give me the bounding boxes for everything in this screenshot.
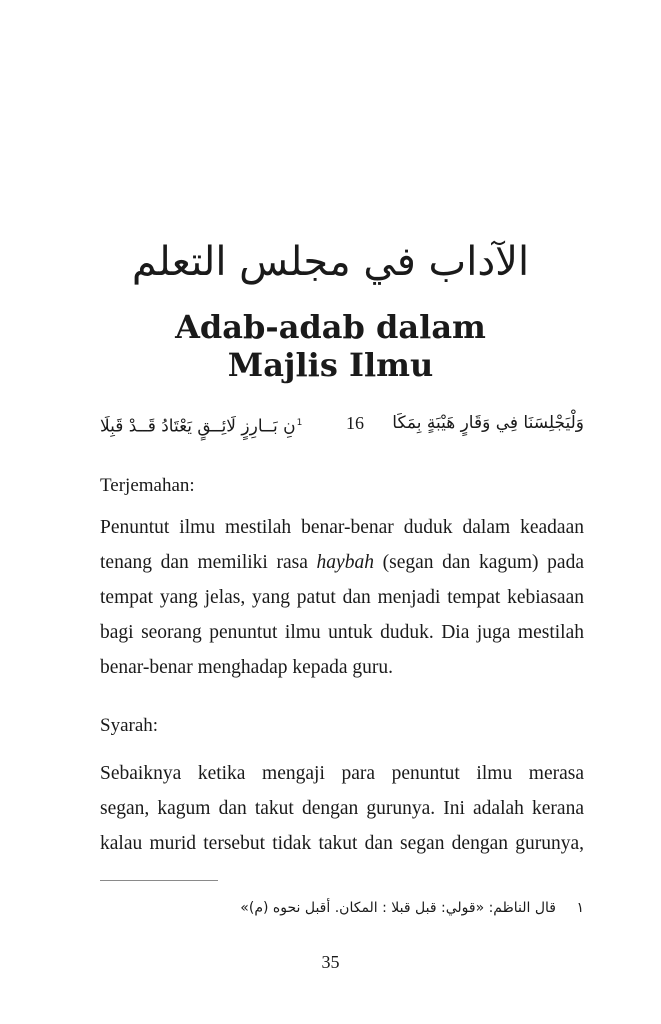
translation-paragraph xyxy=(100,510,584,685)
footnote xyxy=(100,896,584,920)
footnote-marker: 1 xyxy=(296,418,303,428)
translation-line-2 xyxy=(100,545,584,580)
arabic-chapter-title: الآداب في مجلس التعلم xyxy=(131,239,530,285)
commentary-line-1: Sebaiknya ketika mengaji para penuntut ilmu merasa xyxy=(100,763,584,784)
commentary-heading: Syarah: xyxy=(100,715,159,736)
footnote-text: قال الناظم: «قولي: قبل قبلا : المكان. أقبل نحوه (م)» xyxy=(240,900,556,916)
chapter-title-line-1: Adab-adab dalam xyxy=(175,308,486,346)
translation-line-5: benar-benar menghadap kepada guru. xyxy=(100,657,394,678)
translation-line-1: Penuntut ilmu mestilah benar-benar duduk dalam keadaan xyxy=(100,517,584,538)
verse-number: 16 xyxy=(346,413,364,433)
footnote-number: ١ xyxy=(576,900,584,916)
translation-heading: Terjemahan: xyxy=(100,475,195,496)
chapter-title xyxy=(0,308,661,384)
commentary-line-3: kalau murid tersebut tidak takut dan segan dengan gurunya, xyxy=(100,833,584,854)
verse-second-hemistich: نِ بَــارِزٍ لَائِــقٍ يَعْتَادُ قَــدْ قَبِلَا xyxy=(100,416,296,437)
footnote-divider xyxy=(100,880,218,881)
translation-line-4: bagi seorang penuntut ilmu untuk duduk. Dia juga mestilah xyxy=(100,622,584,643)
translation-line-3: tempat yang jelas, yang patut dan menjadi tempat kebiasaan xyxy=(100,587,584,608)
verse-second-hemistich-wrapper xyxy=(100,406,302,444)
page-number: 35 xyxy=(321,952,340,972)
verse-first-hemistich: وَلْيَجْلِسَنَا فِي وَقَارٍ هَيْبَةٍ بِمَكَا xyxy=(392,413,584,433)
translation-line-2-start: tenang dan memiliki rasa xyxy=(100,552,317,573)
chapter-title-line-2: Majlis Ilmu xyxy=(227,346,434,384)
italic-term: haybah xyxy=(316,552,374,573)
poem-verse xyxy=(100,406,584,440)
commentary-line-2: segan, kagum dan takut dengan gurunya. Ini adalah kerana xyxy=(100,798,584,819)
translation-line-2-end: (segan dan kagum) pada xyxy=(373,552,584,573)
commentary-paragraph xyxy=(100,756,584,861)
